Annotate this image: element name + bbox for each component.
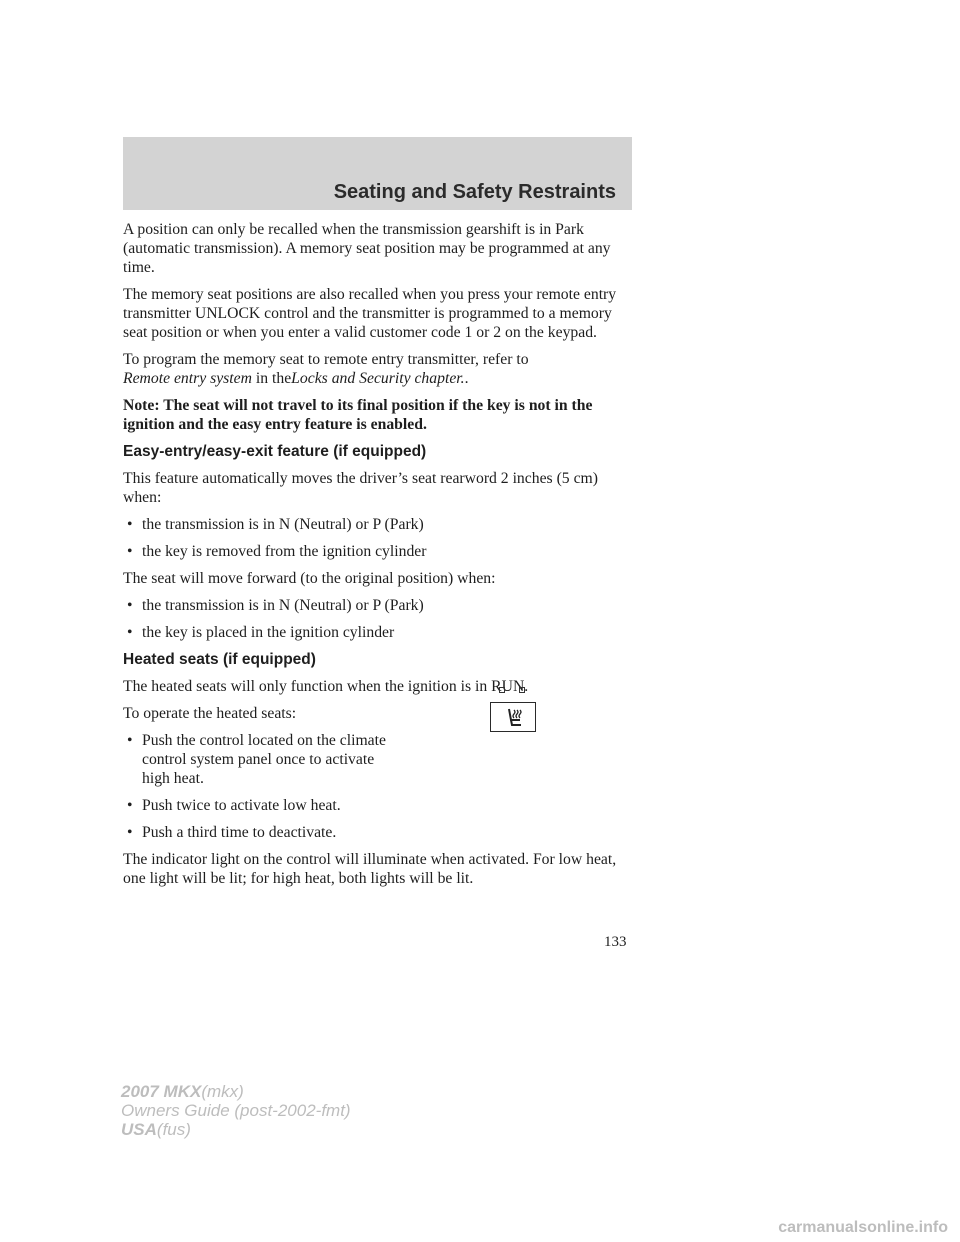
heated-seat-icon — [503, 706, 525, 728]
footer-line-1: 2007 MKX(mkx) — [121, 1082, 244, 1101]
list-item: • Push a third time to deactivate. — [123, 823, 635, 842]
heading-heated-seats: Heated seats (if equipped) — [123, 651, 316, 668]
footer-doc-info — [121, 1082, 351, 1139]
program-end: . — [464, 370, 469, 387]
section-title: Seating and Safety Restraints — [333, 181, 616, 203]
paragraph-heated-operate: To operate the heated seats: — [123, 705, 297, 722]
list-item: • the key is removed from the ignition cylinder — [123, 542, 635, 561]
footer-line-3: USA(fus) — [121, 1120, 191, 1139]
note-easy-entry: Note: The seat will not travel to its final position if the key is not in the ignition and the easy entry feature is enabled. — [123, 397, 593, 433]
watermark: carmanualsonline.info — [778, 1219, 948, 1236]
paragraph-easy-intro: This feature automatically moves the driver’s seat rearword 2 inches (5 cm) when: — [123, 470, 598, 506]
easy-entry-list — [123, 515, 635, 561]
list-item: • the transmission is in N (Neutral) or P (Park) — [123, 515, 635, 534]
link-remote-entry[interactable]: Remote entry system — [123, 370, 252, 387]
paragraph-recall: A position can only be recalled when the transmission gearshift is in Park (automatic transmission). A memory seat position may be programmed at any time. — [123, 221, 611, 276]
indicator-light-icon — [519, 687, 525, 693]
page-content — [123, 220, 635, 896]
paragraph-remote-recall: The memory seat positions are also recalled when you press your remote entry transmitter UNLOCK control and the transmitter is programmed to a memory seat position or when you enter a valid customer code 1 or 2 on the keypad. — [123, 286, 617, 341]
link-locks-security[interactable]: Locks and Security chapter. — [291, 370, 465, 387]
paragraph-forward-intro: The seat will move forward (to the original position) when: — [123, 570, 496, 587]
program-mid: in the — [255, 370, 292, 387]
paragraph-indicator: The indicator light on the control will illuminate when activated. For low heat, one light will be lit; for high heat, both lights will be lit. — [123, 851, 617, 887]
list-item: • Push the control located on the climate control system panel once to activate high heat. — [123, 731, 392, 788]
footer-line-2: Owners Guide (post-2002-fmt) — [121, 1101, 351, 1120]
heated-seats-list — [123, 731, 635, 842]
heated-seat-control-illustration — [490, 702, 536, 732]
page-number: 133 — [604, 934, 627, 950]
list-item: • the key is placed in the ignition cylinder — [123, 623, 635, 642]
header-band — [123, 137, 632, 210]
paragraph-heated-run: The heated seats will only function when the ignition is in RUN. — [123, 678, 529, 695]
forward-list — [123, 596, 635, 642]
program-text: To program the memory seat to remote entry transmitter, refer to — [123, 351, 529, 368]
list-item: • the transmission is in N (Neutral) or P (Park) — [123, 596, 635, 615]
indicator-light-icon — [499, 687, 505, 693]
heading-easy-entry: Easy-entry/easy-exit feature (if equipped) — [123, 443, 427, 460]
paragraph-program — [123, 350, 635, 388]
list-item: • Push twice to activate low heat. — [123, 796, 635, 815]
